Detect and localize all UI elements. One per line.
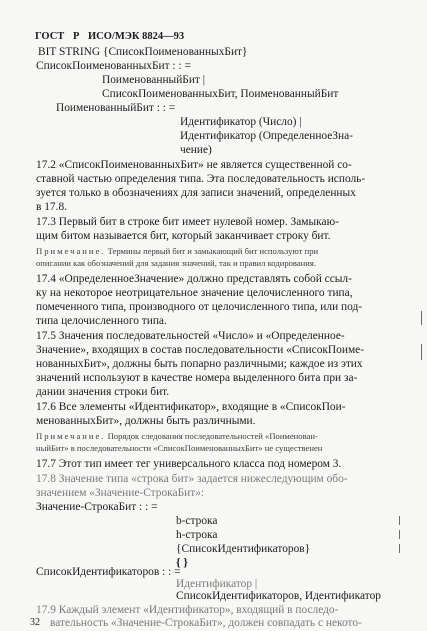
para-17-7: 17.7 Этот тип имеет тег универсального класса под номером 3. — [36, 458, 342, 470]
syntax-bitstring-value: Значение-СтрокаБит : : = — [36, 501, 158, 513]
syntax-alt-identifier-list-item: СписокИдентификаторов, Идентификатор — [176, 590, 381, 602]
para-17-6-line-2: менованныхБит», должны быть различными. — [36, 415, 256, 427]
syntax-alt-empty-braces: { } — [176, 557, 188, 569]
para-17-4-line-2: ку на некоторое неотрицательное значение целочисленного типа, — [36, 287, 353, 299]
header-letter-r: Р — [72, 31, 80, 42]
header-standard: ИСО/МЭК 8824—93 — [87, 31, 185, 42]
para-17-9-line-1: 17.9 Каждый элемент «Идентификатор», входящий в последо- — [36, 604, 339, 616]
note-1-line-1 — [36, 245, 318, 257]
para-17-8-line-2: значением «Значение-СтрокаБит»: — [36, 487, 205, 499]
note-2-label: Примечание. — [36, 431, 106, 441]
para-17-5-line-3: нованныхБит», должны быть попарно различными; каждое из этих — [36, 358, 363, 370]
note-2-line-1 — [36, 430, 318, 442]
syntax-identifier-list: СписокИдентификаторов : : = — [36, 566, 181, 578]
syntax-bit-string: BIT STRING {СписокПоименованныхБит} — [38, 46, 248, 58]
para-17-5-line-2: Значение», входящих в состав последовательности «СписокПоиме- — [36, 344, 364, 356]
para-17-5-line-1: 17.5 Значения последовательностей «Число» и «Определенное- — [36, 330, 345, 342]
page-number: 32 — [30, 617, 40, 628]
para-17-9-line-2: вательность «Значение-СтрокаБит», должен совпадать с некото- — [50, 617, 362, 629]
syntax-alt-identifier: Идентификатор | — [176, 578, 258, 590]
para-17-2-line-3: зуется только в обозначениях для записи значений, определенных — [36, 187, 356, 199]
syntax-alt-defined-value: Идентификатор (ОпределенноеЗна- — [180, 130, 353, 142]
para-17-6-line-1: 17.6 Все элементы «Идентификатор», входящие в «СписокПои- — [36, 401, 346, 413]
para-17-5-line-5: дании значения строки бит. — [36, 386, 170, 398]
para-17-3-line-1: 17.3 Первый бит в строке бит имеет нулевой номер. Замыкаю- — [36, 216, 339, 228]
note-2-line-2: ныйБит» в последовательности «СписокПоименованныхБит» не существенен — [36, 443, 323, 453]
para-17-2-line-2: ставной частью определения типа. Эта последовательность исполь- — [36, 173, 366, 185]
para-17-3-line-2: щим битом называется бит, который заканчивает строку бит. — [36, 230, 331, 242]
bracket-bar-2 — [399, 530, 400, 539]
margin-mark-1 — [421, 311, 422, 325]
para-17-4-line-4: типа целочисленного типа. — [36, 315, 167, 327]
syntax-alt-number: Идентификатор (Число) | — [180, 116, 302, 128]
note-2-text: Порядок следования последовательностей «Поименован- — [105, 431, 318, 441]
syntax-alt-identifier-list: {СписокИдентификаторов} — [176, 543, 311, 555]
note-1-line-2: описании как обозначений для задания значений, так и правил кодирования. — [36, 258, 316, 268]
note-1-text: Термины первый бит и замыкающий бит используют при — [105, 246, 319, 256]
running-header — [35, 30, 184, 44]
para-17-8-line-1: 17.8 Значение типа «строка бит» задается нижеследующим обо- — [36, 473, 348, 485]
note-1-label: Примечание. — [36, 246, 106, 256]
para-17-4-line-3: помеченного типа, производного от целочисленного типа, или под- — [36, 301, 363, 313]
header-gost: ГОСТ — [35, 31, 65, 42]
bracket-bar-1 — [399, 516, 400, 525]
bracket-bar-3 — [399, 544, 400, 553]
margin-mark-2 — [421, 344, 422, 360]
syntax-alt-bstring: b-строка — [176, 515, 218, 527]
para-17-2-line-4: в 17.8. — [36, 201, 68, 213]
syntax-alt-defined-value-cont: чение) — [180, 144, 212, 156]
syntax-named-bit: ПоименованныйБит : : = — [56, 102, 176, 114]
syntax-alt-hstring: h-строка — [176, 529, 218, 541]
para-17-5-line-4: значений используют в качестве номера выделенного бита при за- — [36, 372, 358, 384]
para-17-4-line-1: 17.4 «ОпределенноеЗначение» должно представлять собой ссыл- — [36, 273, 352, 285]
syntax-alt-named-bit: ПоименованныйБит | — [102, 74, 206, 86]
para-17-2-line-1: 17.2 «СписокПоименованныхБит» не является существенной со- — [36, 159, 352, 171]
syntax-named-bit-list: СписокПоименованныхБит : : = — [36, 60, 191, 72]
syntax-alt-list: СписокПоименованныхБит, ПоименованныйБит — [102, 88, 339, 100]
